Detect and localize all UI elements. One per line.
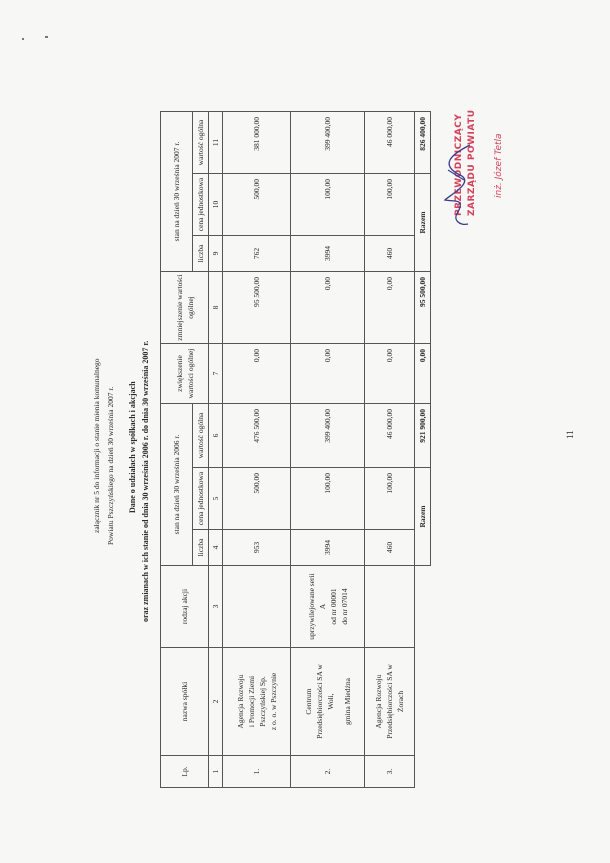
stamp-title: PRZEWODNICZĄCY bbox=[454, 113, 464, 216]
title-line-1: Dane o udziałach w spółkach i akcjach bbox=[128, 381, 137, 513]
stamp-name: inż. Józef Tetla bbox=[494, 133, 504, 198]
total-wartosc-2006: 921 900,00 bbox=[415, 404, 431, 468]
cell-lp: 3. bbox=[365, 756, 415, 788]
cell-zmniejszenie: 95 500,00 bbox=[223, 272, 291, 344]
header-zmniejszenie: zmniejszenie wartości ogólnej bbox=[161, 272, 209, 344]
colnum: 11 bbox=[209, 112, 223, 174]
nazwa-line: Przedsiębiorczości SA w bbox=[314, 664, 324, 739]
header-wartosc-2007: wartość ogólna bbox=[193, 112, 209, 174]
nazwa-line: Żorach bbox=[396, 690, 405, 713]
total-wartosc-2007: 826 400,00 bbox=[415, 112, 431, 174]
colnum: 2 bbox=[209, 648, 223, 756]
cell-cena-2006: 100,00 bbox=[291, 468, 365, 530]
header-wartosc-2006: wartość ogólna bbox=[193, 404, 209, 468]
cell-cena-2007: 500,00 bbox=[223, 174, 291, 236]
header-line-2: Powiatu Pszczyńskiego na dzień 30 września 2007 r. bbox=[106, 386, 115, 545]
cell-liczba-2007: 762 bbox=[223, 236, 291, 272]
cell-lp: 1. bbox=[223, 756, 291, 788]
colnum: 8 bbox=[209, 272, 223, 344]
rodzaj-line: A bbox=[317, 603, 327, 610]
cell-wartosc-2006: 46 000,00 bbox=[365, 404, 415, 468]
cell-liczba-2006: 3994 bbox=[291, 530, 365, 566]
rodzaj-line: do nr 07014 bbox=[339, 588, 349, 625]
nazwa-line: Agencja Rozwoju bbox=[235, 674, 245, 729]
nazwa-line: i Promocji Ziemi bbox=[246, 675, 256, 728]
cell-wartosc-2007: 399 400,00 bbox=[291, 112, 365, 174]
cell-liczba-2006: 953 bbox=[223, 530, 291, 566]
cell-cena-2006: 100,00 bbox=[365, 468, 415, 530]
colnum: 4 bbox=[209, 530, 223, 566]
header-stan-2006: stan na dzień 30 września 2006 r. bbox=[161, 404, 193, 566]
cell-nazwa bbox=[291, 648, 365, 756]
colnum: 6 bbox=[209, 404, 223, 468]
cell-rodzaj bbox=[365, 566, 415, 648]
page-number: 11 bbox=[565, 430, 575, 439]
table-row bbox=[223, 112, 291, 788]
cell-liczba-2007: 3994 bbox=[291, 236, 365, 272]
header-line-1: załącznik nr 5 do informacji o stanie mienia komunalnego bbox=[92, 358, 101, 533]
cell-zwiekszenie: 0,00 bbox=[365, 344, 415, 404]
cell-zwiekszenie: 0,00 bbox=[223, 344, 291, 404]
total-zwiekszenie: 0,00 bbox=[415, 344, 431, 404]
header-liczba-2007: liczba bbox=[193, 236, 209, 272]
colnum: 5 bbox=[209, 468, 223, 530]
cell-wartosc-2007: 381 000,00 bbox=[223, 112, 291, 174]
total-zmniejszenie: 95 500,00 bbox=[415, 272, 431, 344]
colnum: 10 bbox=[209, 174, 223, 236]
cell-rodzaj bbox=[291, 566, 365, 648]
colnum: 7 bbox=[209, 344, 223, 404]
cell-zmniejszenie: 0,00 bbox=[365, 272, 415, 344]
nazwa-line: Centrum bbox=[303, 688, 313, 715]
nazwa-line: Woli, bbox=[325, 693, 335, 710]
nazwa-line: gmina Miedźna bbox=[342, 678, 352, 725]
colnum: 1 bbox=[209, 756, 223, 788]
title-line-2: oraz zmianach w ich stanie od dnia 30 września 2006 r. do dnia 30 września 2007 r. bbox=[141, 340, 150, 622]
cell-cena-2007: 100,00 bbox=[291, 174, 365, 236]
cell-lp: 2. bbox=[291, 756, 365, 788]
column-numbers-row bbox=[209, 112, 223, 788]
colnum: 3 bbox=[209, 566, 223, 648]
cell-wartosc-2006: 399 400,00 bbox=[291, 404, 365, 468]
header-stan-2007: stan na dzień 30 września 2007 r. bbox=[161, 112, 193, 272]
header-nazwa: nazwa spółki bbox=[161, 648, 209, 756]
header-lp: Lp. bbox=[161, 756, 209, 788]
nazwa-line: Agencja Rozwoju bbox=[374, 674, 383, 729]
cell-zwiekszenie: 0,00 bbox=[291, 344, 365, 404]
total-label-2006: Razem bbox=[415, 468, 431, 566]
cell-cena-2007: 100,00 bbox=[365, 174, 415, 236]
table-row bbox=[365, 112, 415, 788]
total-label-2007: Razem bbox=[415, 174, 431, 272]
stamp-subtitle: ZARZĄDU POWIATU bbox=[467, 109, 477, 216]
scan-speck bbox=[22, 38, 24, 40]
cell-wartosc-2007: 46 000,00 bbox=[365, 112, 415, 174]
cell-nazwa bbox=[365, 648, 415, 756]
cell-cena-2006: 500,00 bbox=[223, 468, 291, 530]
cell-wartosc-2006: 476 500,00 bbox=[223, 404, 291, 468]
total-row bbox=[415, 112, 431, 788]
cell-liczba-2007: 460 bbox=[365, 236, 415, 272]
header-zwiekszenie: zwiększenie wartości ogólnej bbox=[161, 344, 209, 404]
cell-rodzaj bbox=[223, 566, 291, 648]
table-row bbox=[291, 112, 365, 788]
scan-speck bbox=[45, 36, 48, 38]
nazwa-line: Pszczyńskiej Sp. bbox=[257, 676, 267, 727]
rodzaj-line: od nr 00001 bbox=[328, 588, 338, 625]
header-cena-2006: cena jednostkowa bbox=[193, 468, 209, 530]
handwritten-signature bbox=[430, 140, 490, 230]
nazwa-line: z o. o. w Pszczynie bbox=[268, 672, 278, 731]
rodzaj-line: uprzywilejowane serii bbox=[306, 573, 316, 640]
shares-table bbox=[160, 111, 431, 788]
nazwa-line: Przedsiębiorczości SA w bbox=[385, 664, 394, 739]
header-cena-2007: cena jednostkowa bbox=[193, 174, 209, 236]
cell-nazwa bbox=[223, 648, 291, 756]
colnum: 9 bbox=[209, 236, 223, 272]
header-liczba-2006: liczba bbox=[193, 530, 209, 566]
cell-liczba-2006: 460 bbox=[365, 530, 415, 566]
cell-zmniejszenie: 0,00 bbox=[291, 272, 365, 344]
header-rodzaj: rodzaj akcji bbox=[161, 566, 209, 648]
